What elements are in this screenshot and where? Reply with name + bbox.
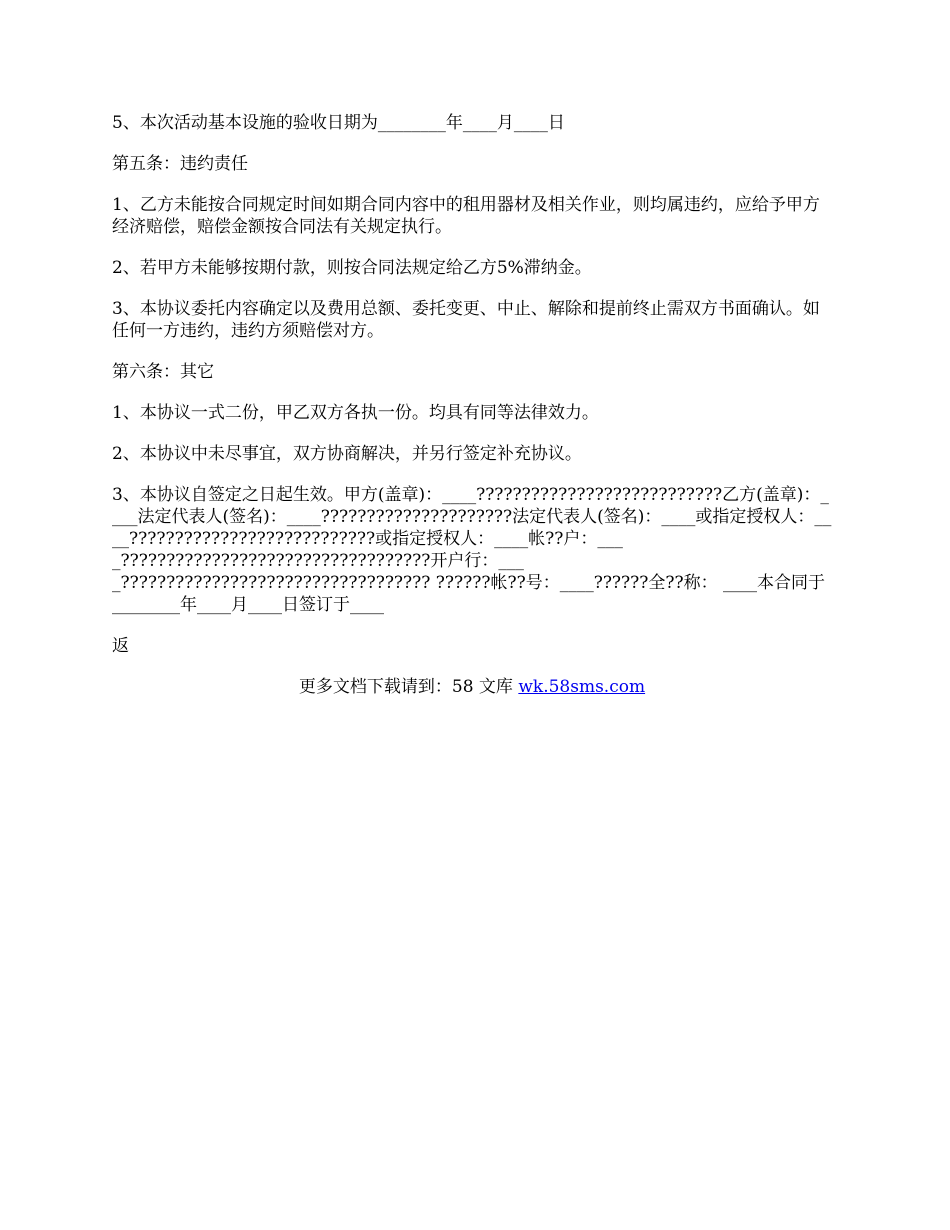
footer-text: 更多文档下载请到：58 文库 <box>298 677 519 697</box>
section-heading-other: 第六条：其它 <box>112 362 214 382</box>
document-page <box>112 112 832 717</box>
paragraph-signatures: 3、本协议自签定之日起生效。甲方(盖章)：____???????????????????????????乙方(盖章)：____法定代表人(签名)：____?????????????????????法定代表人(签名)：____或指定授权人：____???????????????????????????或指定授权人：____帐??户：____??????????????????????????????????开户行：____?????????????????????????????????? ??????帐??号：____??????全??称： ____本合同于________年____月____日签订于____ <box>112 485 832 615</box>
footer-link[interactable]: wk.58sms.com <box>518 677 646 697</box>
paragraph-breach-1: 1、乙方未能按合同规定时间如期合同内容中的租用器材及相关作业，则均属违约，应给予甲方经济赔偿，赔偿金额按合同法有关规定执行。 <box>112 195 820 237</box>
footer-download-note <box>112 676 832 698</box>
paragraph-breach-3: 3、本协议委托内容确定以及费用总额、委托变更、中止、解除和提前终止需双方书面确认。如任何一方违约，违约方须赔偿对方。 <box>112 299 820 341</box>
paragraph-return: 返 <box>112 636 129 656</box>
paragraph-breach-2: 2、若甲方未能够按期付款，则按合同法规定给乙方5%滞纳金。 <box>112 258 592 278</box>
paragraph-other-1: 1、本协议一式二份，甲乙双方各执一份。均具有同等法律效力。 <box>112 403 599 423</box>
section-heading-breach: 第五条：违约责任 <box>112 154 248 174</box>
paragraph-other-2: 2、本协议中未尽事宜，双方协商解决，并另行签定补充协议。 <box>112 444 582 464</box>
paragraph-acceptance-date: 5、本次活动基本设施的验收日期为________年____月____日 <box>112 113 565 133</box>
